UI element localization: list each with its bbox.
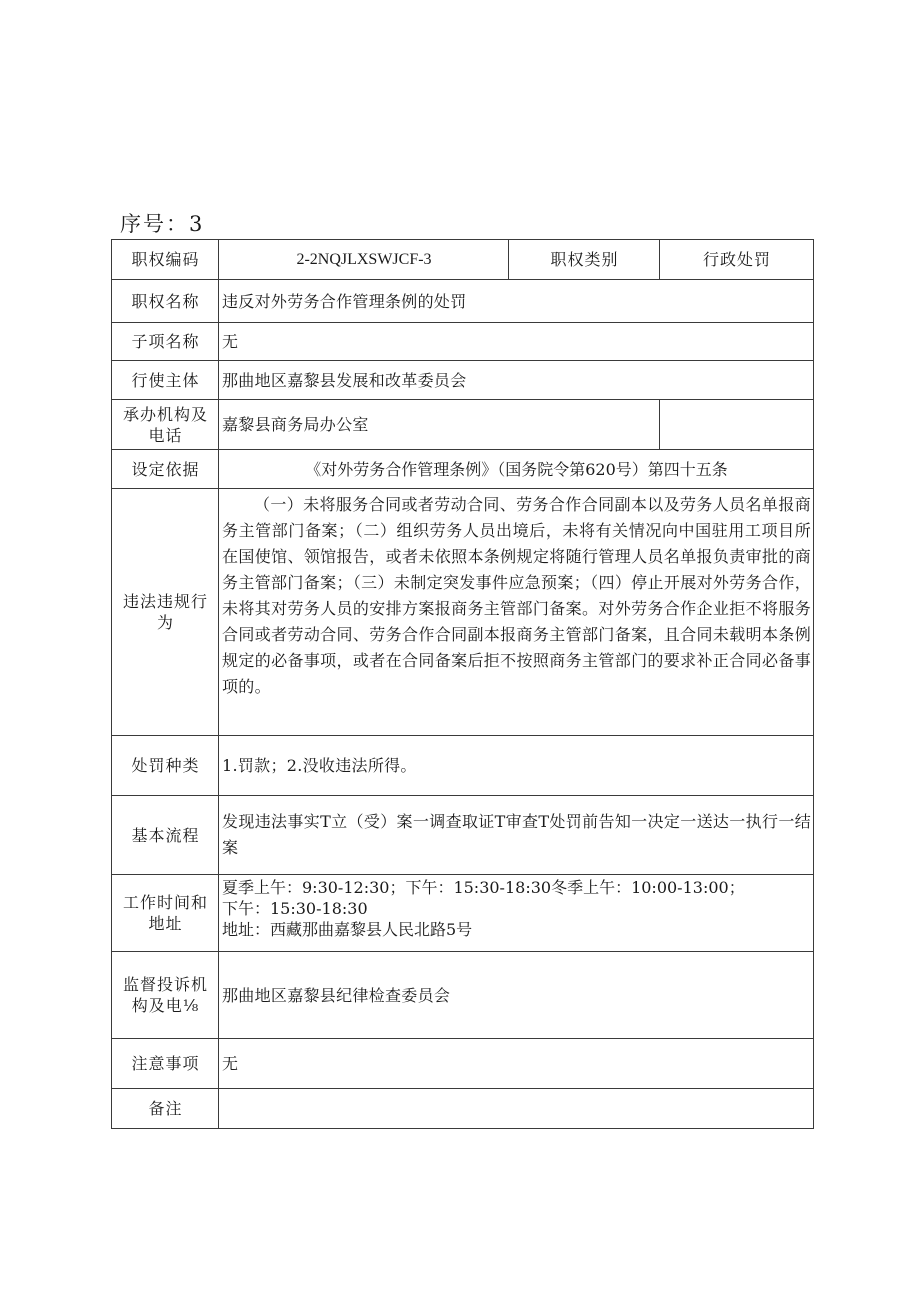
value-handler: 嘉黎县商务局办公室 <box>219 400 660 450</box>
row-name <box>112 280 814 323</box>
label-process: 基本流程 <box>112 796 219 875</box>
row-violation <box>112 489 814 736</box>
hours-address: 地址：西藏那曲嘉黎县人民北路5号 <box>222 920 473 939</box>
label-penalty-type: 处罚种类 <box>112 736 219 796</box>
value-subitem: 无 <box>219 323 814 361</box>
value-basis: 《对外劳务合作管理条例》（国务院令第620号）第四十五条 <box>219 450 814 489</box>
value-notes: 无 <box>219 1039 814 1089</box>
value-violation: （一）未将服务合同或者劳动合同、劳务合作合同副本以及劳务人员名单报商务主管部门备案；（二）组织劳务人员出境后，未将有关情况向中国驻用工项目所在国使馆、领馆报告，或者未依照本条例规定将随行管理人员名单报负责审批的商务主管部门备案；（三）未制定突发事件应急预案；（四）停止开展对外劳务合作，未将其对劳务人员的安排方案报商务主管部门备案。对外劳务合作企业拒不将服务合同或者劳动合同、劳务合作合同副本报商务主管部门备案，且合同未载明本条例规定的必备事项，或者在合同备案后拒不按照商务主管部门的要求补正合同必备事项的。 <box>219 489 814 736</box>
label-supervision-line1: 监督投诉机 <box>122 975 208 994</box>
label-name: 职权名称 <box>112 280 219 323</box>
sequence-number: 序号：3 <box>120 212 205 236</box>
label-hours-line2: 地址 <box>148 914 183 933</box>
row-subject <box>112 361 814 400</box>
authority-table <box>111 239 814 1129</box>
row-code <box>112 240 814 280</box>
value-subject: 那曲地区嘉黎县发展和改革委员会 <box>219 361 814 400</box>
row-process <box>112 796 814 875</box>
value-process: 发现违法事实T立（受）案一调查取证T审查T处罚前告知一决定一送达一执行一结案 <box>219 796 814 875</box>
row-basis <box>112 450 814 489</box>
label-category: 职权类别 <box>509 240 660 280</box>
label-handler-line1: 承办机构及 <box>122 404 208 424</box>
value-name: 违反对外劳务合作管理条例的处罚 <box>219 280 814 323</box>
label-violation-line2: 为 <box>156 613 174 632</box>
label-subitem: 子项名称 <box>112 323 219 361</box>
hours-line-2: 下午：15:30-18:30 <box>222 899 368 918</box>
row-hours <box>112 875 814 952</box>
value-code: 2-2NQJLXSWJCF-3 <box>219 240 509 280</box>
label-subject: 行使主体 <box>112 361 219 400</box>
label-supervision <box>112 952 219 1039</box>
row-subitem <box>112 323 814 361</box>
value-supervision: 那曲地区嘉黎县纪律检查委员会 <box>219 952 814 1039</box>
value-penalty-type: 1.罚款；2.没收违法所得。 <box>219 736 814 796</box>
label-handler-line2: 电话 <box>148 425 183 445</box>
label-supervision-line2: 构及电⅛ <box>131 996 200 1015</box>
label-handler <box>112 400 219 450</box>
row-supervision <box>112 952 814 1039</box>
value-handler-phone <box>660 400 814 450</box>
row-handler <box>112 400 814 450</box>
label-hours-line1: 工作时间和 <box>122 893 208 912</box>
label-notes: 注意事项 <box>112 1039 219 1089</box>
label-violation-line1: 违法违规行 <box>122 592 208 611</box>
value-hours <box>219 875 814 952</box>
label-hours <box>112 875 219 952</box>
label-code: 职权编码 <box>112 240 219 280</box>
row-remarks <box>112 1089 814 1129</box>
label-basis: 设定依据 <box>112 450 219 489</box>
value-remarks <box>219 1089 814 1129</box>
label-remarks: 备注 <box>112 1089 219 1129</box>
value-category: 行政处罚 <box>660 240 814 280</box>
label-violation <box>112 489 219 736</box>
hours-line-1: 夏季上午：9:30-12:30；下午：15:30-18:30冬季上午：10:00-13:00； <box>222 878 745 897</box>
row-notes <box>112 1039 814 1089</box>
row-penalty-type <box>112 736 814 796</box>
